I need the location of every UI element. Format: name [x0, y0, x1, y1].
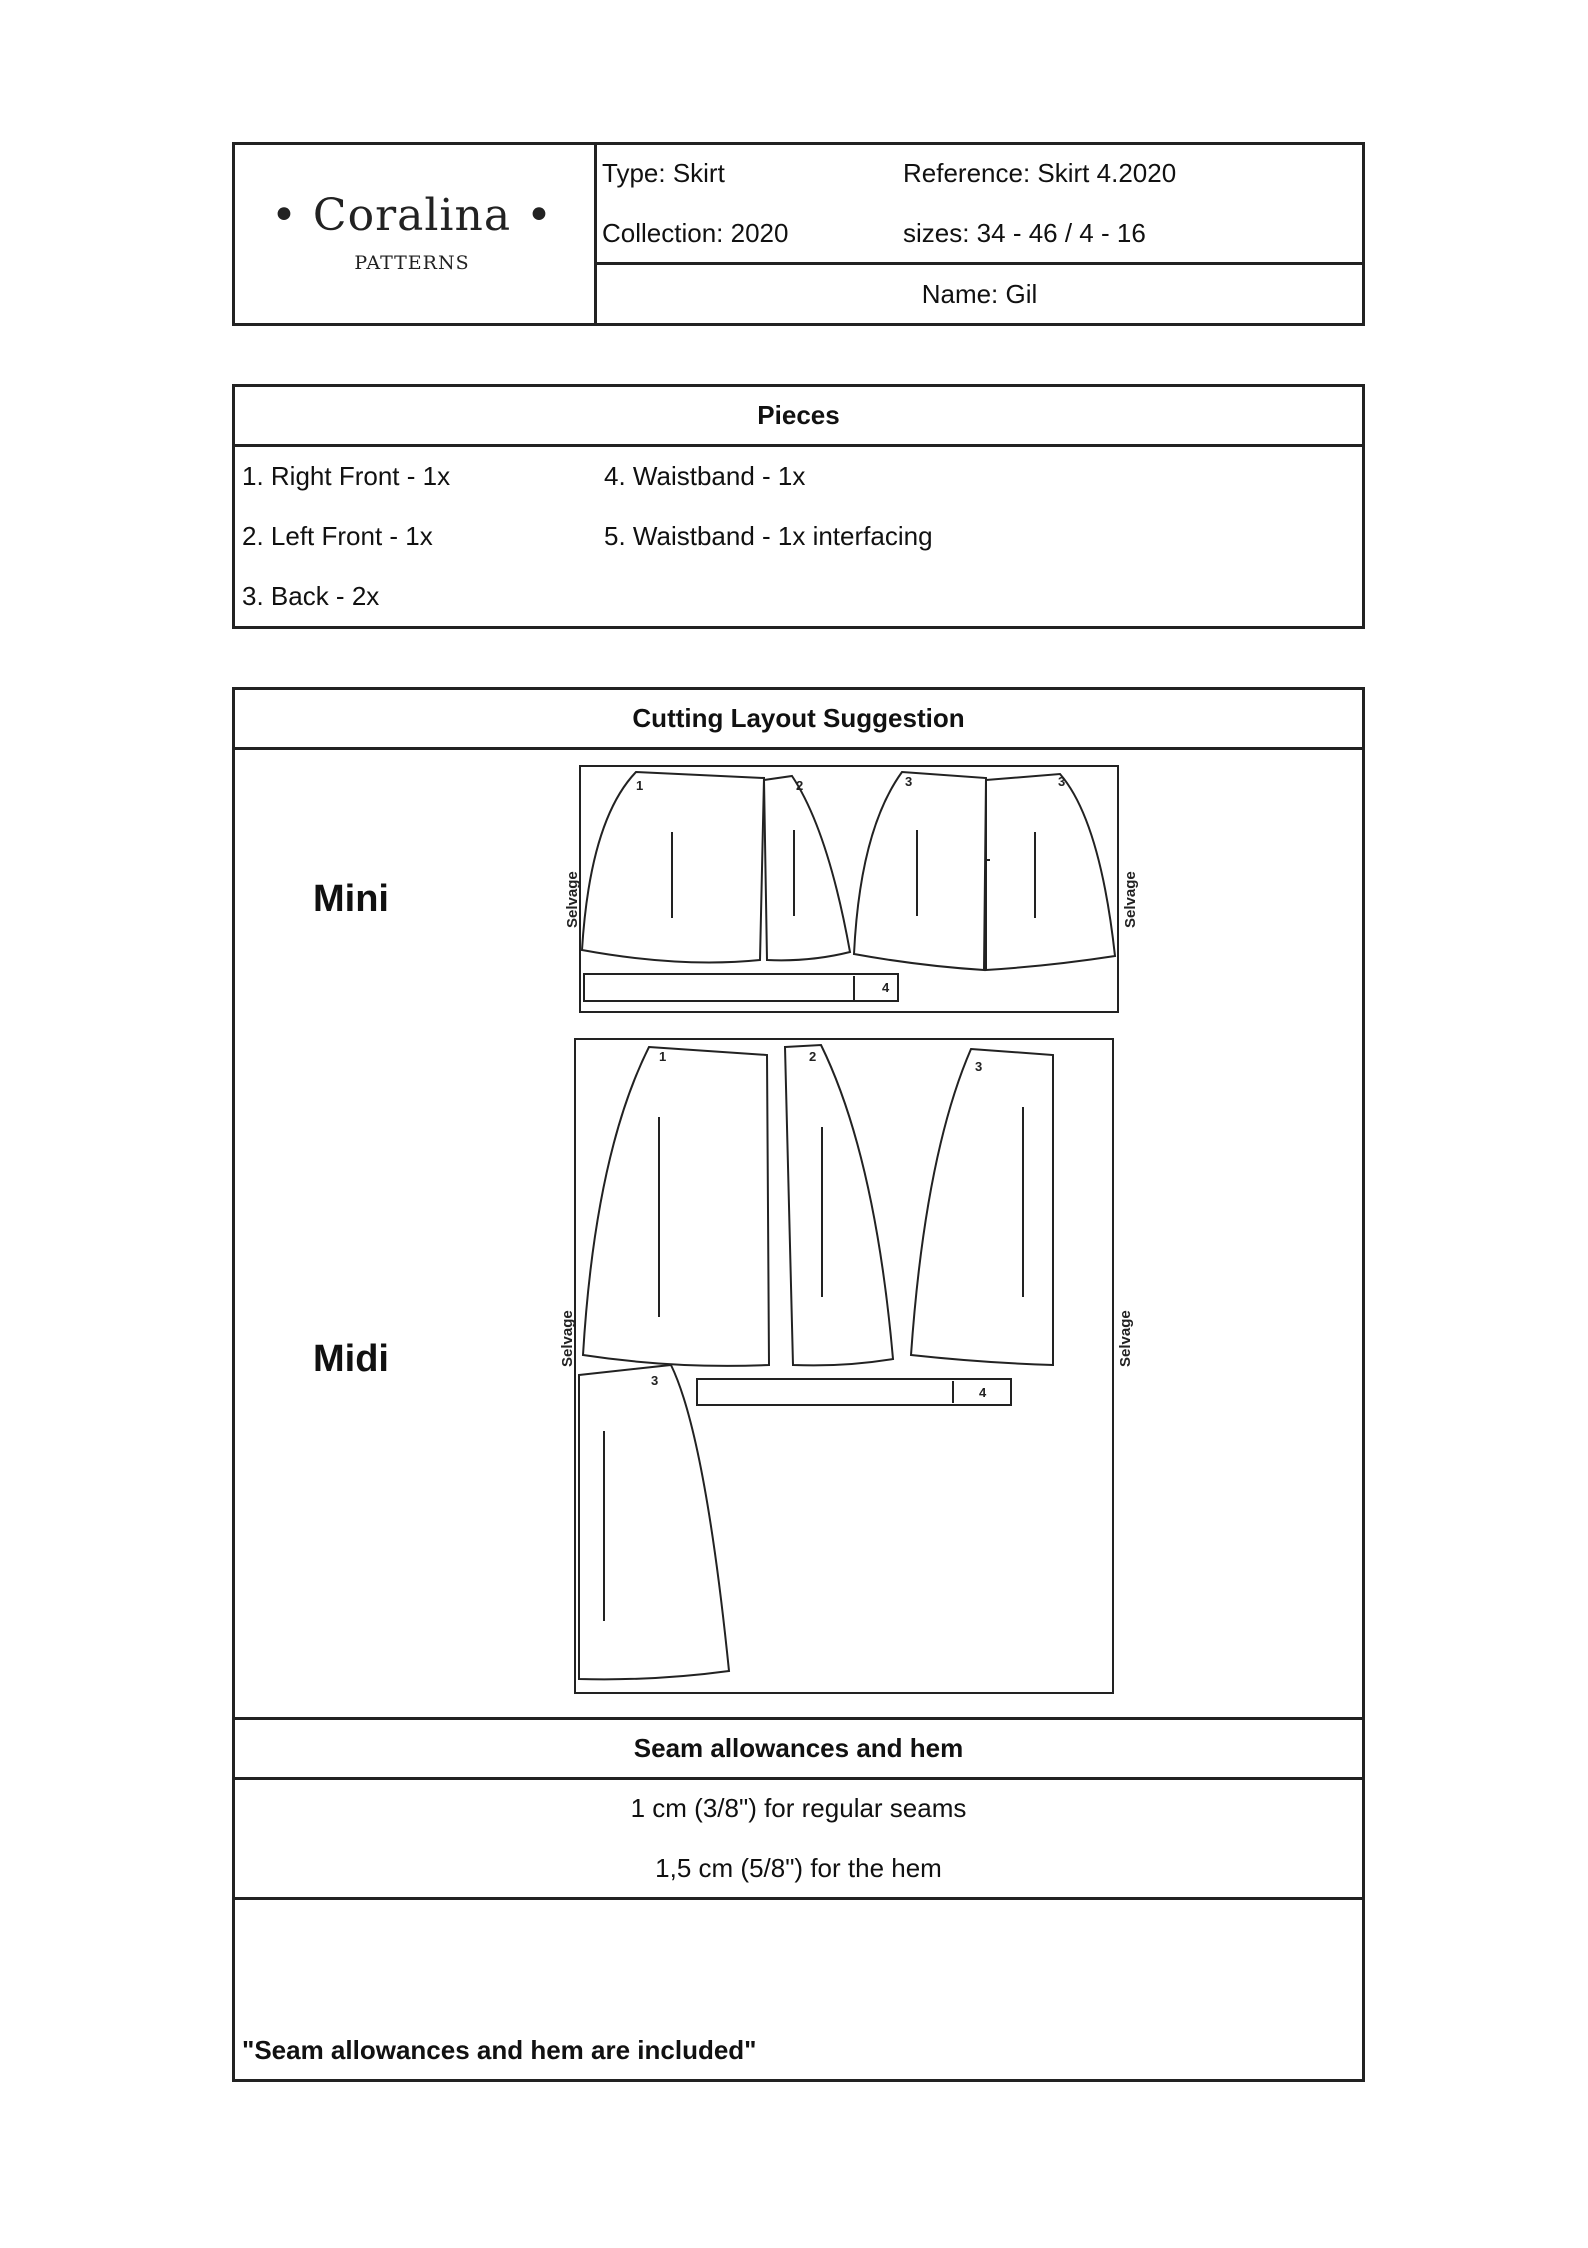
midi-label: Midi [313, 1338, 389, 1380]
logo-name: • Coralina • [270, 190, 553, 241]
seams-title-divider [232, 1777, 1365, 1780]
selvage-label: Selvage [1117, 1310, 1134, 1367]
header-row-divider [594, 262, 1365, 265]
pieces-title: Pieces [757, 400, 840, 430]
piece-item: 4. Waistband - 1x [604, 461, 806, 491]
piece-number-label: 3 [905, 774, 913, 789]
seams-title: Seam allowances and hem [633, 1733, 964, 1763]
piece-item: 1. Right Front - 1x [242, 461, 451, 491]
selvage-label: Selvage [559, 1310, 576, 1367]
selvage-label: Selvage [1122, 871, 1139, 928]
piece-number-label: 1 [659, 1049, 667, 1064]
hem-allowance-line: 1,5 cm (5/8") for the hem [655, 1853, 942, 1883]
selvage-label: Selvage [564, 871, 581, 928]
cutting-title-divider [232, 747, 1365, 750]
seams-bottom-divider [232, 1897, 1365, 1900]
sizes-field: sizes: 34 - 46 / 4 - 16 [903, 218, 1146, 248]
collection-field: Collection: 2020 [602, 218, 789, 248]
reference-field: Reference: Skirt 4.2020 [903, 158, 1177, 188]
footer-note: "Seam allowances and hem are included" [242, 2035, 757, 2065]
type-field: Type: Skirt [602, 158, 725, 188]
mini-layout-diagram [560, 760, 1150, 1020]
piece-item: 2. Left Front - 1x [242, 521, 433, 551]
piece-item: 5. Waistband - 1x interfacing [604, 521, 933, 551]
mini-label: Mini [313, 878, 389, 920]
name-field: Name: Gil [921, 279, 1038, 309]
logo-subtitle: PATTERNS [354, 252, 470, 274]
piece-number-label: 4 [979, 1385, 987, 1400]
piece-item: 3. Back - 2x [242, 581, 380, 611]
piece-number-label: 2 [809, 1049, 817, 1064]
piece-number-label: 4 [882, 980, 890, 995]
midi-layout-diagram [555, 1035, 1145, 1697]
piece-number-label: 3 [1058, 774, 1066, 789]
piece-number-label: 2 [796, 778, 804, 793]
piece-number-label: 1 [636, 778, 644, 793]
piece-number-label: 3 [651, 1373, 659, 1388]
seams-top-divider [232, 1717, 1365, 1720]
seam-allowance-line: 1 cm (3/8") for regular seams [630, 1793, 967, 1823]
piece-number-label: 3 [975, 1059, 983, 1074]
pieces-title-divider [232, 444, 1365, 447]
cutting-title: Cutting Layout Suggestion [632, 703, 965, 733]
